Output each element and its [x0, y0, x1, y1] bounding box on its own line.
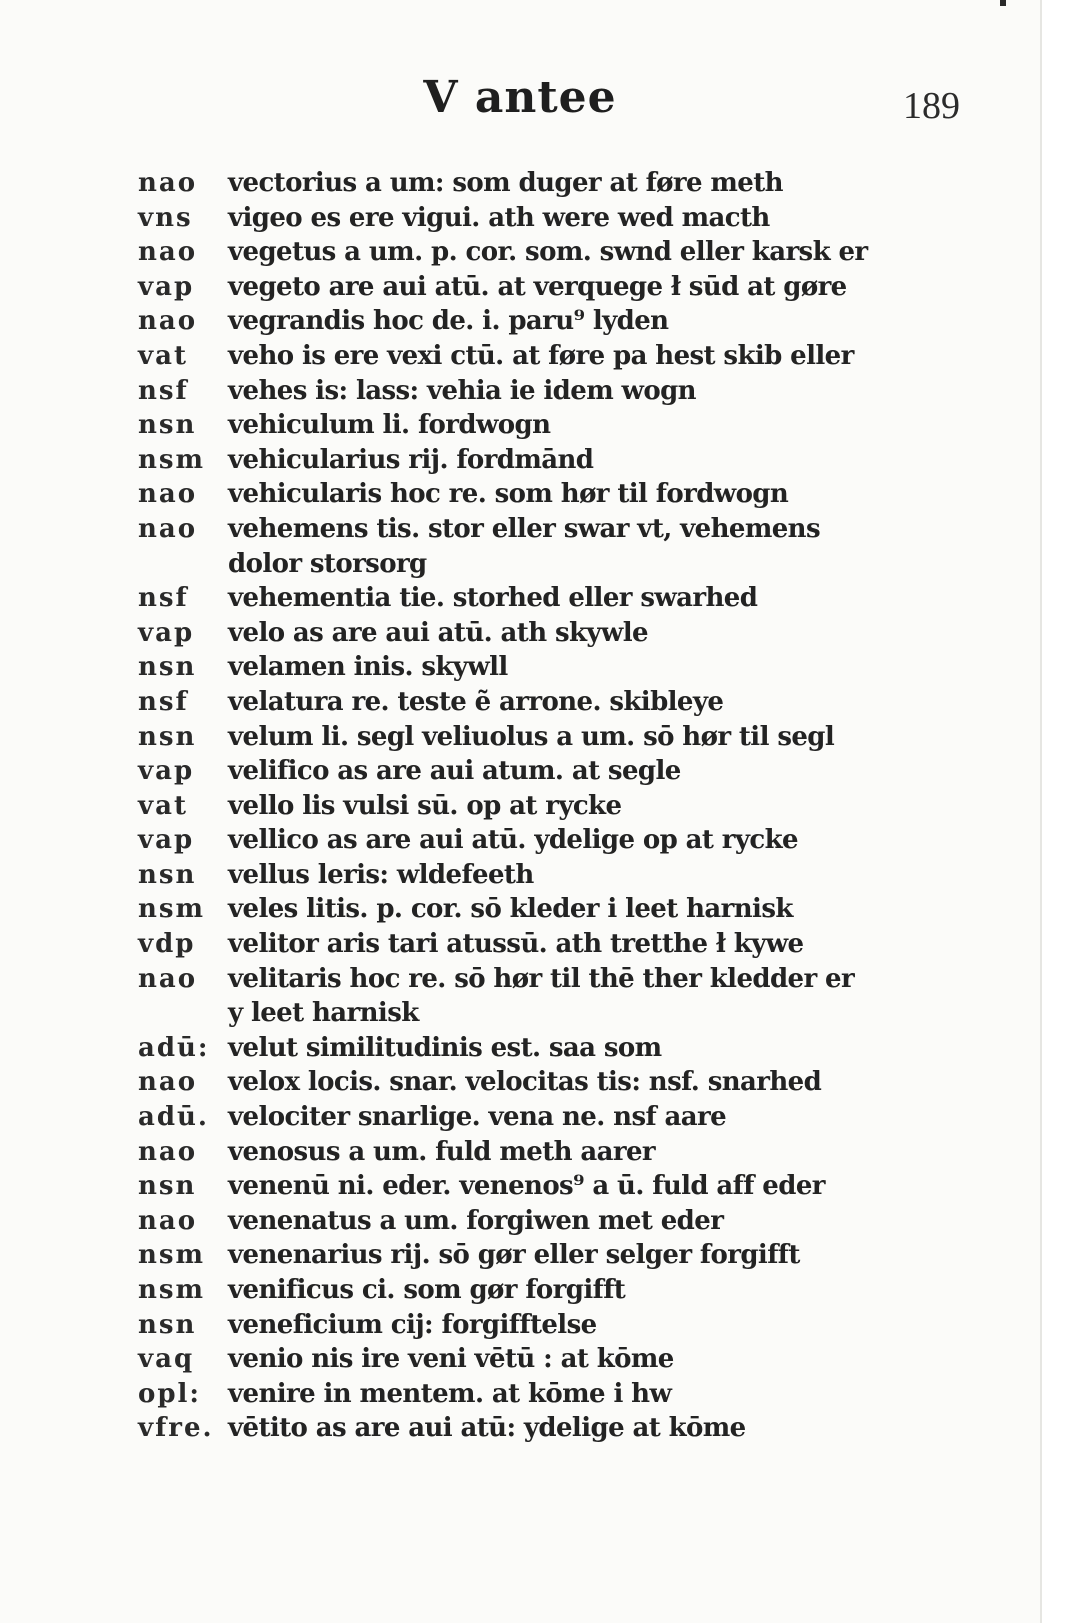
dictionary-entry: [138, 339, 898, 374]
entry-text: velatura re. teste ẽ arrone. skibleye: [228, 686, 724, 717]
dictionary-entry: [138, 270, 898, 305]
dictionary-entry: [138, 1135, 898, 1170]
entry-text: vellus leris: wldefeeth: [228, 859, 534, 890]
corner-mark: [1000, 0, 1006, 6]
entry-text: venosus a um. fuld meth aarer: [228, 1136, 655, 1167]
entry-text: venire in mentem. at kōme i hw: [228, 1378, 672, 1409]
entry-text: veles litis. p. cor. sō kleder i leet harnisk: [228, 894, 793, 925]
entry-grammar-code: nsf: [138, 375, 189, 406]
dictionary-entry: [138, 408, 898, 443]
entry-text: vegeto are aui atū. at verquege ł sūd at gøre: [228, 271, 847, 302]
entry-grammar-code: vdp: [138, 929, 196, 960]
entry-grammar-code: nao: [138, 1067, 198, 1098]
entry-text: velitor aris tari atussū. ath tretthe ł kywe: [228, 929, 804, 960]
entry-grammar-code: nsn: [138, 1171, 197, 1202]
dictionary-entry: [138, 892, 898, 927]
dictionary-entry: [138, 443, 898, 478]
dictionary-entry: [138, 1377, 898, 1412]
entry-text: velox locis. snar. velocitas tis: nsf. snarhed: [228, 1067, 822, 1098]
dictionary-entry: [138, 685, 898, 720]
entry-text: velut similitudinis est. saa som: [228, 1032, 662, 1063]
dictionary-entry: [138, 1411, 898, 1446]
entry-text: venenatus a um. forgiwen met eder: [228, 1205, 724, 1236]
entry-text: velum li. segl veliuolus a um. sō hør til segl: [228, 721, 835, 752]
dictionary-entry: [138, 962, 898, 997]
dictionary-entry: [138, 996, 898, 1031]
entry-text: venificus ci. som gør forgifft: [228, 1275, 626, 1305]
dictionary-entry: [138, 1100, 898, 1135]
entry-text: velociter snarlige. vena ne. nsf aare: [228, 1102, 727, 1133]
entry-grammar-code: adū:: [138, 1032, 210, 1063]
entry-text: dolor storsorg: [228, 548, 427, 579]
entry-text: venenarius rij. sō gør eller selger forgifft: [228, 1240, 800, 1271]
dictionary-entry: [138, 1308, 898, 1343]
dictionary-entry: [138, 201, 898, 236]
entry-text: vehicularis hoc re. som hør til fordwogn: [228, 479, 789, 510]
entry-grammar-code: nao: [138, 237, 198, 268]
dictionary-entry: [138, 1238, 898, 1273]
entry-grammar-code: nsm: [138, 444, 206, 475]
entry-grammar-code: vap: [138, 825, 195, 856]
entry-text: venio nis ire veni vētū : at kōme: [228, 1344, 674, 1375]
entry-grammar-code: vns: [138, 202, 193, 233]
entry-grammar-code: nsm: [138, 1275, 206, 1305]
dictionary-entry: [138, 858, 898, 893]
dictionary-entry: [138, 235, 898, 270]
dictionary-entry: [138, 374, 898, 409]
entry-grammar-code: nao: [138, 963, 198, 994]
dictionary-entry: [138, 1204, 898, 1239]
entry-text: vello lis vulsi sū. op at rycke: [228, 790, 622, 821]
entry-text: vehes is: lass: vehia ie idem wogn: [228, 375, 696, 406]
entry-grammar-code: nsf: [138, 686, 189, 717]
entry-grammar-code: nao: [138, 306, 198, 337]
dictionary-entry: [138, 547, 898, 582]
dictionary-entry: [138, 720, 898, 755]
entry-text: vectorius a um: som duger at føre meth: [228, 168, 783, 198]
entry-text: vehemens tis. stor eller swar vt, vehemens: [228, 513, 821, 544]
entry-text: vigeo es ere vigui. ath were wed macth: [228, 202, 770, 233]
entry-grammar-code: nao: [138, 479, 198, 510]
entry-grammar-code: vaq: [138, 1344, 195, 1375]
entry-grammar-code: vfre.: [138, 1413, 214, 1444]
dictionary-entry: [138, 304, 898, 339]
entry-grammar-code: nsm: [138, 1240, 206, 1271]
dictionary-entry: [138, 512, 898, 547]
entry-text: venenū ni. eder. venenos⁹ a ū. fuld aff eder: [228, 1171, 825, 1202]
dictionary-entry: [138, 789, 898, 824]
entry-text: veho is ere vexi ctū. at føre pa hest skib eller: [228, 340, 854, 371]
entry-grammar-code: vap: [138, 617, 195, 648]
page-number: 189: [903, 85, 960, 127]
dictionary-entry: [138, 927, 898, 962]
entry-grammar-code: nsn: [138, 652, 197, 683]
dictionary-entry: [138, 1031, 898, 1066]
dictionary-entry: [138, 1169, 898, 1204]
entry-grammar-code: nao: [138, 1136, 198, 1167]
entry-text: vehementia tie. storhed eller swarhed: [228, 583, 758, 614]
dictionary-entry: [138, 754, 898, 789]
entry-text: velifico as are aui atum. at segle: [228, 756, 681, 787]
entry-grammar-code: adū.: [138, 1102, 209, 1133]
entry-text: vētito as are aui atū: ydelige at kōme: [228, 1413, 746, 1444]
running-head: V antee: [423, 72, 617, 123]
dictionary-entries: [138, 166, 898, 1446]
dictionary-entry: [138, 1342, 898, 1377]
entry-grammar-code: vat: [138, 790, 188, 821]
entry-grammar-code: nsn: [138, 410, 197, 441]
entry-text: vegrandis hoc de. i. paru⁹ lyden: [228, 306, 669, 337]
dictionary-entry: [138, 477, 898, 512]
entry-grammar-code: nsn: [138, 1309, 197, 1340]
entry-grammar-code: vap: [138, 756, 195, 787]
entry-grammar-code: opl:: [138, 1378, 201, 1409]
dictionary-entry: [138, 1273, 898, 1308]
entry-grammar-code: nsn: [138, 859, 197, 890]
entry-grammar-code: nsf: [138, 583, 189, 614]
dictionary-entry: [138, 166, 898, 201]
dictionary-entry: [138, 650, 898, 685]
entry-text: vegetus a um. p. cor. som. swnd eller karsk er: [228, 237, 868, 268]
dictionary-entry: [138, 581, 898, 616]
dictionary-entry: [138, 616, 898, 651]
entry-text: velo as are aui atū. ath skywle: [228, 617, 648, 648]
entry-text: vehicularius rij. fordmānd: [228, 444, 594, 475]
entry-grammar-code: vat: [138, 340, 188, 371]
dictionary-entry: [138, 823, 898, 858]
entry-text: velitaris hoc re. sō hør til thē ther kledder er: [228, 963, 855, 994]
entry-grammar-code: vap: [138, 271, 195, 302]
entry-grammar-code: nao: [138, 168, 198, 198]
entry-text: vehiculum li. fordwogn: [228, 410, 551, 441]
entry-text: veneficium cij: forgifftelse: [228, 1309, 597, 1340]
dictionary-entry: [138, 1065, 898, 1100]
entry-grammar-code: nsm: [138, 894, 206, 925]
entry-text: vellico as are aui atū. ydelige op at rycke: [228, 825, 798, 856]
entry-grammar-code: nsn: [138, 721, 197, 752]
entry-text: velamen inis. skywll: [228, 652, 508, 683]
entry-text: y leet harnisk: [228, 998, 419, 1029]
entry-grammar-code: nao: [138, 513, 198, 544]
entry-grammar-code: nao: [138, 1205, 198, 1236]
